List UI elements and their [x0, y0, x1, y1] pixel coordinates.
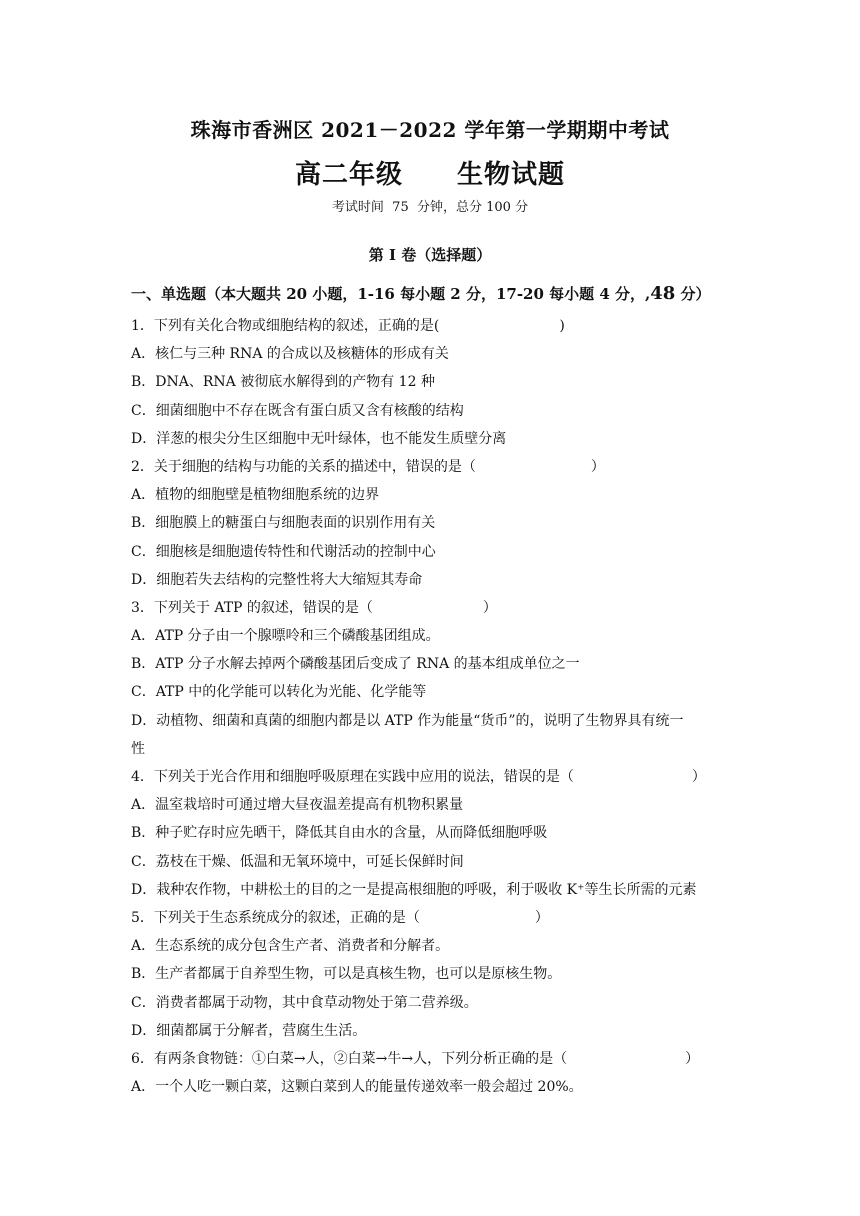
question-stem	[131, 316, 731, 344]
question-stem	[131, 908, 731, 936]
close-paren: ）	[590, 458, 605, 475]
answer-blank	[373, 598, 483, 618]
line-text: 2．关于细胞的结构与功能的关系的描述中，错误的是（	[131, 458, 476, 475]
question-option	[131, 429, 731, 457]
line-text: A．生态系统的成分包含生产者、消费者和分解者。	[131, 938, 450, 955]
question-option	[131, 513, 731, 541]
line-text: C．ATP 中的化学能可以转化为光能、化学能等	[131, 684, 427, 701]
question-option	[131, 344, 731, 372]
part-heading-tail: 分）	[675, 285, 711, 303]
line-text: C．荔枝在干燥、低温和无氧环境中，可延长保鲜时间	[131, 853, 464, 870]
line-text: 4．下列关于光合作用和细胞呼吸原理在实践中应用的说法，错误的是（	[131, 769, 574, 785]
answer-blank	[420, 908, 535, 928]
line-text: A．一个人吃一颗白菜，这颗白菜到人的能量传递效率一般会超过 20%。	[131, 1079, 583, 1096]
close-paren: ）	[691, 769, 706, 785]
question-option	[131, 964, 731, 992]
part-heading-score: 48	[650, 283, 676, 304]
question-option	[131, 626, 731, 654]
close-paren: )	[559, 318, 565, 334]
part-heading	[131, 283, 711, 304]
line-text: A．核仁与三种 RNA 的合成以及核糖体的形成有关	[131, 346, 449, 363]
line-text: B．细胞膜上的糖蛋白与细胞表面的识别作用有关	[131, 515, 436, 532]
exam-subtitle: 高二年级 生物试题	[294, 160, 565, 190]
line-text: B．种子贮存时应先晒干，降低其自由水的含量，从而降低细胞呼吸	[131, 825, 548, 842]
question-option	[131, 570, 731, 598]
question-option	[131, 936, 731, 964]
question-stem	[131, 598, 731, 626]
line-text: C．消费者都属于动物，其中食草动物处于第二营养级。	[131, 994, 478, 1011]
close-paren: ）	[685, 1050, 700, 1067]
question-option	[131, 372, 731, 400]
question-option	[131, 654, 731, 682]
line-text: 1．下列有关化合物或细胞结构的叙述，正确的是(	[131, 318, 440, 334]
question-option	[131, 880, 731, 908]
line-text: 3．下列关于 ATP 的叙述，错误的是（	[131, 599, 373, 616]
close-paren: ）	[482, 599, 497, 616]
line-text: C．细胞核是细胞遗传特性和代谢活动的控制中心	[131, 543, 436, 560]
question-option	[131, 1077, 731, 1105]
close-paren: ）	[534, 909, 549, 926]
question-option	[131, 823, 731, 851]
answer-blank	[574, 767, 692, 787]
question-option	[131, 852, 731, 880]
question-option	[131, 1021, 731, 1049]
answer-blank	[439, 316, 559, 336]
question-stem	[131, 457, 731, 485]
line-text: 6．有两条食物链：①白菜→人，②白菜→牛→人，下列分析正确的是（	[131, 1050, 568, 1067]
line-text: C．细菌细胞中不存在既含有蛋白质又含有核酸的结构	[131, 402, 464, 419]
line-text: B．DNA、RNA 被彻底水解得到的产物有 12 种	[131, 374, 435, 391]
exam-time-info: 考试时间 75 分钟，总分 100 分	[331, 200, 529, 215]
line-text: A．植物的细胞壁是植物细胞系统的边界	[131, 487, 380, 504]
answer-blank	[476, 457, 591, 477]
line-text: 性	[131, 740, 145, 757]
line-text: D．细胞若失去结构的完整性将大大缩短其寿命	[131, 571, 423, 588]
line-text: 5．下列关于生态系统成分的叙述，正确的是（	[131, 909, 420, 926]
line-text: B．ATP 分子水解去掉两个磷酸基团后变成了 RNA 的基本组成单位之一	[131, 656, 580, 673]
question-option	[131, 993, 731, 1021]
part-heading-text: 一、单选题（本大题共 20 小题，1-16 每小题 2 分，17-20 每小题 4 分，,	[131, 285, 651, 303]
question-option	[131, 739, 731, 767]
question-option	[131, 485, 731, 513]
line-text: B．生产者都属于自养型生物，可以是真核生物，也可以是原核生物。	[131, 966, 562, 983]
question-option	[131, 795, 731, 823]
section-title: 第 I 卷（选择题）	[368, 246, 492, 264]
line-text: D．细菌都属于分解者，营腐生生活。	[131, 1022, 367, 1039]
answer-blank	[567, 1049, 685, 1069]
line-text: A．ATP 分子由一个腺嘌呤和三个磷酸基团组成。	[131, 628, 440, 645]
question-option	[131, 542, 731, 570]
line-text: D．动植物、细菌和真菌的细胞内都是以 ATP 作为能量“货币”的，说明了生物界具有统一	[131, 712, 684, 729]
question-stem	[131, 767, 731, 795]
line-text: A．温室栽培时可通过增大昼夜温差提高有机物积累量	[131, 797, 464, 814]
line-text: D．栽种农作物，中耕松土的目的之一是提高根细胞的呼吸，利于吸收 K⁺等生长所需的元素	[131, 881, 697, 898]
question-option	[131, 401, 731, 429]
question-option	[131, 682, 731, 710]
exam-title: 珠海市香洲区 2021－2022 学年第一学期期中考试	[190, 118, 670, 142]
question-option	[131, 711, 731, 739]
question-stem	[131, 1049, 731, 1077]
line-text: D．洋葱的根尖分生区细胞中无叶绿体，也不能发生质壁分离	[131, 430, 507, 447]
question-list	[131, 316, 731, 1105]
